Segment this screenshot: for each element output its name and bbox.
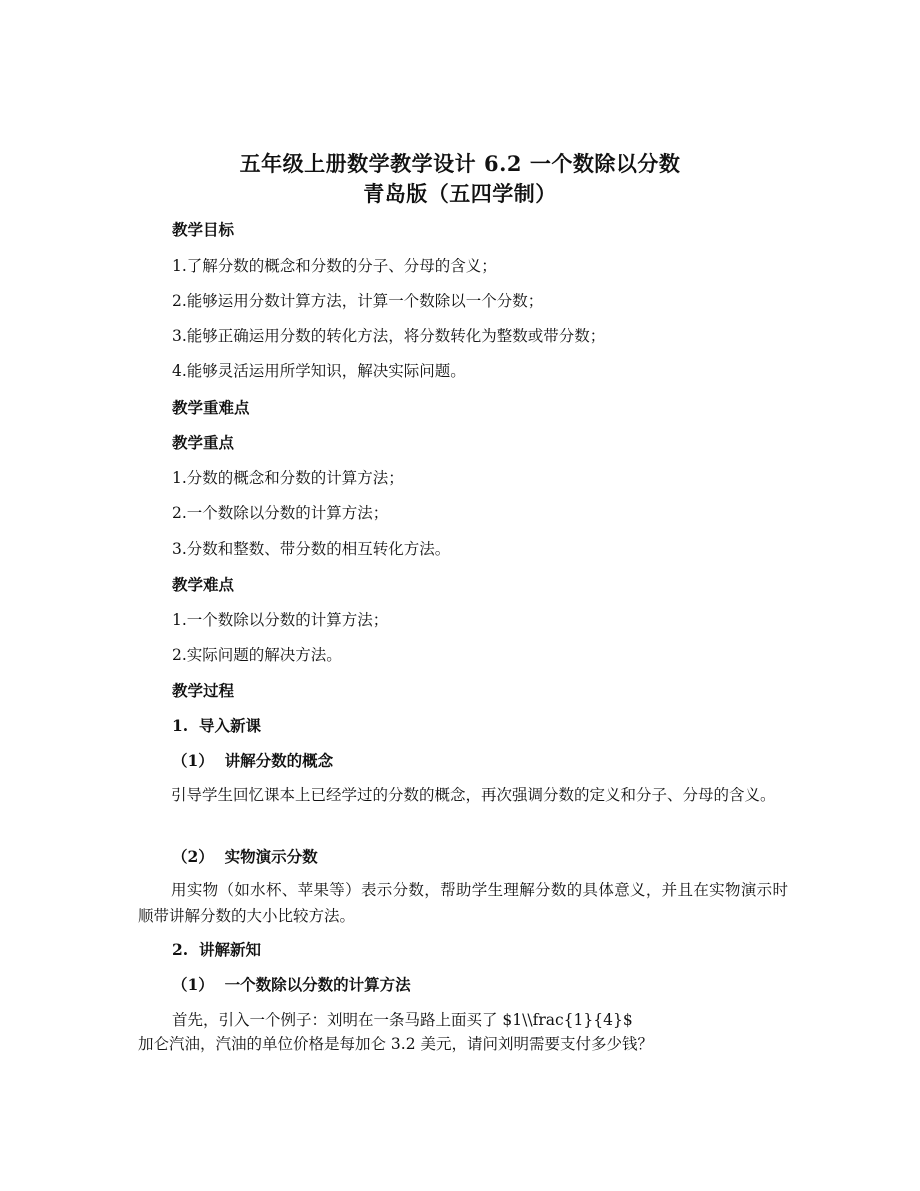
section1-heading: 1. 导入新课 bbox=[172, 716, 261, 735]
objective-item: 2.能够运用分数计算方法，计算一个数除以一个分数； bbox=[172, 292, 544, 310]
difficult-point-item: 1.一个数除以分数的计算方法； bbox=[172, 611, 389, 629]
section2-heading: 2. 讲解新知 bbox=[172, 940, 261, 959]
document-subtitle: 青岛版（五四学制） bbox=[363, 181, 557, 206]
document-title: 五年级上册数学教学设计 6.2 一个数除以分数 bbox=[239, 151, 681, 176]
section2-sub1-text-line1: 首先，引入一个例子：刘明在一条马路上面买了 $1\\frac{1}{4}$ bbox=[172, 1011, 633, 1029]
process-heading: 教学过程 bbox=[172, 681, 235, 700]
objective-item: 3.能够正确运用分数的转化方法，将分数转化为整数或带分数； bbox=[172, 327, 606, 345]
section2-sub1-text-line2: 加仑汽油，汽油的单位价格是每加仑 3.2 美元，请问刘明需要支付多少钱？ bbox=[138, 1035, 654, 1053]
section1-sub2-text: 用实物（如水杯、苹果等）表示分数，帮助学生理解分数的具体意义，并且在实物演示时顺带讲解分数的大小比较方法。 bbox=[138, 881, 788, 925]
key-points-heading: 教学重点 bbox=[172, 433, 235, 452]
key-difficult-heading: 教学重难点 bbox=[172, 398, 250, 417]
objective-item: 4.能够灵活运用所学知识，解决实际问题。 bbox=[172, 362, 466, 380]
difficult-point-item: 2.实际问题的解决方法。 bbox=[172, 646, 342, 664]
section1-sub1-heading: （1） 讲解分数的概念 bbox=[172, 751, 334, 770]
difficult-points-heading: 教学难点 bbox=[172, 575, 235, 594]
objectives-heading: 教学目标 bbox=[172, 220, 235, 239]
section2-sub1-heading: （1） 一个数除以分数的计算方法 bbox=[172, 975, 411, 994]
section1-sub1-text: 引导学生回忆课本上已经学过的分数的概念，再次强调分数的定义和分子、分母的含义。 bbox=[171, 786, 776, 804]
objective-item: 1.了解分数的概念和分数的分子、分母的含义； bbox=[172, 257, 497, 275]
key-point-item: 1.分数的概念和分数的计算方法； bbox=[172, 469, 404, 487]
key-point-item: 2.一个数除以分数的计算方法； bbox=[172, 504, 389, 522]
key-point-item: 3.分数和整数、带分数的相互转化方法。 bbox=[172, 540, 451, 558]
section1-sub2-heading: （2） 实物演示分数 bbox=[172, 847, 318, 866]
